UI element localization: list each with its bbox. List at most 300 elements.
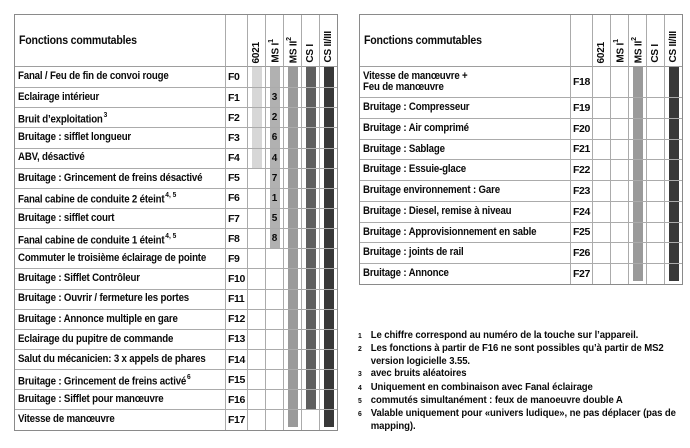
availability-bar-msii	[628, 159, 646, 180]
footnote	[358, 367, 687, 380]
availability-bar-csii	[664, 263, 682, 284]
table-title-cell	[15, 15, 225, 67]
footnote-text: Valable uniquement pour «univers ludique», ne pas déplacer (pas de mapping).	[370, 407, 676, 432]
function-label: Bruitage : Diesel, remise à niveau	[363, 204, 512, 217]
function-code: F26	[573, 247, 590, 260]
availability-bar-csi	[301, 389, 319, 409]
availability-bar-msi	[265, 107, 283, 127]
function-label: Bruitage : sifflet court	[18, 211, 115, 224]
function-label: Commuter le troisième éclairage de pointe	[18, 252, 207, 265]
function-label-cell	[360, 118, 570, 139]
footnote-text: Les fonctions à partir de F16 ne sont possibles qu’à partir de MS2 version logicielle 3.55.	[370, 342, 664, 367]
availability-bar-csi	[301, 369, 319, 389]
column-header-msii	[283, 15, 301, 67]
function-code: F24	[573, 205, 590, 218]
column-header-label: MS $II^2$	[285, 36, 300, 63]
function-label: Bruitage : Sifflet pour manœuvre	[18, 393, 164, 406]
availability-cell-6021	[247, 168, 265, 188]
availability-cell-msi	[265, 329, 283, 349]
availability-bar-msii	[628, 139, 646, 160]
availability-bar-msii	[283, 248, 301, 268]
availability-bar-csi	[301, 289, 319, 309]
function-label: Bruitage : Grincement de freins désactivé	[18, 171, 203, 184]
availability-cell-msi	[265, 369, 283, 389]
availability-bar-msi	[265, 148, 283, 168]
function-code-cell	[570, 118, 592, 139]
availability-cell-msi	[265, 248, 283, 268]
availability-bar-csii	[664, 242, 682, 263]
function-label-cell	[360, 67, 570, 97]
availability-cell-6021	[247, 289, 265, 309]
function-code-cell	[570, 263, 592, 284]
footnote-text: commutés simultanément : feux de manoeuvre double A	[370, 394, 623, 407]
availability-bar-msii	[283, 349, 301, 369]
availability-bar-6021	[247, 107, 265, 127]
availability-bar-msii	[283, 409, 301, 429]
footnote	[358, 394, 687, 407]
availability-bar-csii	[664, 159, 682, 180]
footnote	[358, 342, 687, 367]
function-label: Fanal / Feu de fin de convoi rouge	[18, 70, 169, 83]
column-header-label: MS $I^1$	[267, 39, 282, 63]
availability-cell-csi	[646, 222, 664, 243]
function-code-cell	[225, 289, 247, 309]
function-code-cell	[225, 309, 247, 329]
availability-cell-msi	[265, 389, 283, 409]
availability-bar-msii	[283, 107, 301, 127]
availability-cell-msi	[610, 201, 628, 222]
availability-bar-csii	[319, 289, 337, 309]
table-title: Fonctions commutables	[19, 34, 137, 47]
function-label-cell	[360, 97, 570, 118]
function-code: F1	[228, 91, 240, 104]
availability-bar-csii	[319, 208, 337, 228]
availability-bar-msii	[283, 208, 301, 228]
function-code-cell	[225, 188, 247, 208]
availability-bar-csi	[301, 127, 319, 147]
availability-bar-msii	[283, 289, 301, 309]
availability-cell-msi	[610, 180, 628, 201]
column-header-label: MS $I^1$	[612, 39, 627, 63]
function-code: F0	[228, 71, 240, 84]
footnotes	[358, 329, 687, 432]
table-title-cell	[360, 15, 570, 67]
function-label: ABV, désactivé	[18, 151, 85, 164]
availability-bar-msii	[283, 268, 301, 288]
availability-cell-csi	[301, 409, 319, 429]
availability-cell-csi	[646, 263, 664, 284]
msi-key-number: 4	[271, 152, 278, 164]
availability-cell-msi	[610, 222, 628, 243]
function-label-cell	[15, 409, 225, 429]
availability-bar-csi	[301, 208, 319, 228]
availability-bar-csii	[319, 228, 337, 248]
column-header-label: CS II/III	[322, 31, 334, 63]
footnote	[358, 407, 687, 432]
function-label: Bruitage environnement : Gare	[363, 184, 500, 197]
function-code-cell	[225, 87, 247, 107]
availability-bar-msii	[283, 67, 301, 87]
column-header-label: 6021	[595, 41, 607, 63]
availability-bar-msii	[283, 369, 301, 389]
function-label: Bruitage : Annonce multiple en gare	[18, 312, 178, 325]
function-label-cell	[360, 242, 570, 263]
availability-cell-msi	[265, 309, 283, 329]
fcode-header-cell	[570, 15, 592, 67]
function-label-cell	[15, 87, 225, 107]
function-code-cell	[570, 222, 592, 243]
availability-bar-msii	[628, 222, 646, 243]
function-code: F9	[228, 252, 240, 265]
availability-bar-csi	[301, 188, 319, 208]
availability-cell-6021	[247, 188, 265, 208]
function-code-cell	[225, 228, 247, 248]
availability-cell-6021	[592, 139, 610, 160]
function-label-cell	[15, 107, 225, 127]
function-code: F10	[228, 272, 245, 285]
msi-key-number: 8	[271, 233, 278, 245]
function-label: Bruitage : sifflet longueur	[18, 131, 132, 144]
function-code-cell	[570, 242, 592, 263]
availability-bar-csii	[319, 268, 337, 288]
availability-cell-6021	[592, 222, 610, 243]
function-label-cell	[15, 188, 225, 208]
availability-cell-msi	[610, 67, 628, 97]
function-label-cell	[15, 349, 225, 369]
availability-bar-csi	[301, 228, 319, 248]
column-header-label: CS II/III	[667, 31, 679, 63]
availability-bar-csii	[319, 248, 337, 268]
function-code: F13	[228, 333, 245, 346]
function-label-cell	[360, 180, 570, 201]
function-label: Salut du mécanicien: 3 x appels de phares	[18, 352, 206, 365]
availability-cell-6021	[592, 180, 610, 201]
function-label-cell	[15, 309, 225, 329]
availability-cell-6021	[247, 309, 265, 329]
availability-cell-msi	[265, 289, 283, 309]
function-code: F15	[228, 373, 245, 386]
availability-cell-6021	[592, 201, 610, 222]
footnote	[358, 329, 687, 342]
availability-bar-csii	[319, 67, 337, 87]
column-header-csi	[646, 15, 664, 67]
msi-key-number: 7	[271, 172, 278, 184]
function-code-cell	[225, 248, 247, 268]
availability-bar-msi	[265, 228, 283, 248]
footnote-number: 1	[358, 331, 362, 340]
availability-bar-msii	[628, 118, 646, 139]
function-label: Eclairage du pupitre de commande	[18, 332, 174, 345]
function-label: Bruitage : Annonce	[363, 267, 449, 280]
function-label-cell	[15, 389, 225, 409]
footnote-text: Le chiffre correspond au numéro de la touche sur l’appareil.	[370, 329, 639, 341]
availability-bar-csi	[301, 87, 319, 107]
function-label: Vitesse de manœuvre + Feu de manœuvre	[363, 69, 468, 93]
function-code: F19	[573, 101, 590, 114]
availability-bar-csii	[319, 349, 337, 369]
availability-bar-csii	[664, 222, 682, 243]
footnote-number: 6	[358, 409, 362, 419]
availability-cell-msi	[610, 139, 628, 160]
availability-bar-msi	[265, 87, 283, 107]
availability-cell-msi	[265, 268, 283, 288]
table-title: Fonctions commutables	[364, 34, 482, 47]
function-code-cell	[570, 139, 592, 160]
availability-cell-msi	[610, 263, 628, 284]
function-label: Eclairage intérieur	[18, 90, 100, 103]
function-code-cell	[570, 201, 592, 222]
availability-cell-csi	[646, 139, 664, 160]
function-code: F5	[228, 172, 240, 185]
availability-cell-6021	[247, 228, 265, 248]
availability-bar-csii	[319, 107, 337, 127]
availability-bar-6021	[247, 148, 265, 168]
availability-bar-msii	[628, 67, 646, 97]
function-code: F21	[573, 143, 590, 156]
function-label-cell	[360, 159, 570, 180]
function-label: Fanal cabine de conduite 1 éteint$^{4, 5}$	[18, 230, 177, 247]
availability-cell-6021	[247, 409, 265, 429]
function-label: Bruitage : Approvisionnement en sable	[363, 225, 537, 238]
column-header-label: 6021	[250, 41, 262, 63]
function-label: Bruit d’exploitation$^3$	[18, 109, 108, 126]
availability-bar-csii	[319, 148, 337, 168]
availability-cell-csi	[646, 201, 664, 222]
function-code: F11	[228, 293, 245, 306]
footnote-text: Uniquement en combinaison avec Fanal éclairage	[370, 380, 593, 393]
availability-bar-msii	[283, 309, 301, 329]
function-label-cell	[15, 67, 225, 87]
availability-bar-csi	[301, 248, 319, 268]
function-code: F8	[228, 232, 240, 245]
availability-bar-6021	[247, 87, 265, 107]
availability-bar-msii	[283, 148, 301, 168]
availability-cell-6021	[247, 349, 265, 369]
availability-bar-csi	[301, 309, 319, 329]
function-label: Fanal cabine de conduite 2 éteint$^{4, 5}$	[18, 190, 177, 206]
function-label: Bruitage : Grincement de freins activé$^6$	[18, 371, 191, 388]
availability-bar-msii	[283, 87, 301, 107]
function-label-cell	[360, 201, 570, 222]
function-code: F20	[573, 122, 590, 135]
msi-key-number: 5	[271, 213, 278, 225]
availability-bar-csii	[319, 329, 337, 349]
function-code: F4	[228, 152, 240, 165]
availability-bar-csi	[301, 329, 319, 349]
function-code-cell	[570, 180, 592, 201]
column-header-label: MS $II^2$	[630, 36, 645, 63]
availability-cell-6021	[592, 263, 610, 284]
function-label-cell	[360, 222, 570, 243]
availability-cell-6021	[592, 97, 610, 118]
function-label: Bruitage : Sablage	[363, 142, 445, 155]
availability-cell-6021	[247, 268, 265, 288]
availability-cell-6021	[592, 118, 610, 139]
availability-cell-csi	[646, 159, 664, 180]
column-header-msi	[610, 15, 628, 67]
availability-bar-msii	[628, 263, 646, 284]
function-code-cell	[225, 268, 247, 288]
availability-cell-6021	[247, 369, 265, 389]
availability-bar-csii	[319, 409, 337, 429]
left-function-table	[14, 14, 338, 431]
function-label: Bruitage : Sifflet Contrôleur	[18, 272, 140, 285]
function-code-cell	[225, 329, 247, 349]
function-code: F12	[228, 313, 245, 326]
function-label-cell	[15, 289, 225, 309]
fcode-header-cell	[225, 15, 247, 67]
availability-bar-msii	[283, 329, 301, 349]
availability-cell-csi	[646, 97, 664, 118]
availability-bar-csii	[319, 127, 337, 147]
right-function-table	[359, 14, 683, 285]
function-code-cell	[570, 67, 592, 97]
availability-cell-msi	[265, 349, 283, 369]
availability-cell-csi	[646, 118, 664, 139]
availability-bar-msii	[628, 97, 646, 118]
function-label-cell	[15, 268, 225, 288]
footnote-number: 5	[358, 396, 362, 406]
function-code: F25	[573, 226, 590, 239]
availability-bar-msii	[283, 389, 301, 409]
function-code-cell	[225, 168, 247, 188]
availability-bar-6021	[247, 127, 265, 147]
function-label-cell	[15, 248, 225, 268]
function-code-cell	[225, 409, 247, 429]
availability-bar-csii	[319, 168, 337, 188]
availability-bar-msii	[283, 228, 301, 248]
availability-bar-csi	[301, 107, 319, 127]
function-code: F27	[573, 268, 590, 280]
availability-bar-csii	[319, 389, 337, 409]
availability-cell-csi	[646, 67, 664, 97]
availability-cell-6021	[247, 389, 265, 409]
function-label: Bruitage : Essuie-glace	[363, 163, 467, 176]
msi-key-number: 6	[271, 132, 278, 144]
footnote-number: 2	[358, 344, 362, 354]
function-code-cell	[225, 67, 247, 87]
function-code-cell	[225, 148, 247, 168]
availability-bar-csii	[319, 369, 337, 389]
function-label: Bruitage : joints de rail	[363, 246, 464, 259]
availability-cell-6021	[592, 242, 610, 263]
availability-bar-msii	[283, 168, 301, 188]
availability-bar-csi	[301, 148, 319, 168]
availability-bar-msii	[628, 201, 646, 222]
function-label-cell	[15, 168, 225, 188]
function-code-cell	[225, 349, 247, 369]
availability-cell-6021	[592, 67, 610, 97]
availability-bar-6021	[247, 67, 265, 87]
function-label: Bruitage : Compresseur	[363, 101, 470, 114]
column-header-6021	[592, 15, 610, 67]
availability-bar-csii	[664, 118, 682, 139]
column-header-label: CS I	[304, 44, 316, 63]
function-label-cell	[15, 127, 225, 147]
availability-cell-6021	[247, 248, 265, 268]
column-header-label: CS I	[649, 44, 661, 63]
availability-bar-msii	[283, 127, 301, 147]
function-code-cell	[225, 369, 247, 389]
function-code: F18	[573, 76, 590, 88]
function-label-cell	[360, 263, 570, 284]
availability-bar-csii	[319, 87, 337, 107]
function-label-cell	[15, 208, 225, 228]
function-code: F16	[228, 393, 245, 406]
availability-bar-msi	[265, 188, 283, 208]
availability-bar-msi	[265, 67, 283, 87]
availability-bar-csii	[319, 188, 337, 208]
function-label: Bruitage : Air comprimé	[363, 121, 469, 134]
function-code: F14	[228, 353, 245, 366]
column-header-csii	[319, 15, 337, 67]
availability-bar-msi	[265, 168, 283, 188]
column-header-msi	[265, 15, 283, 67]
function-label-cell	[15, 228, 225, 248]
availability-cell-csi	[646, 180, 664, 201]
footnote	[358, 381, 687, 394]
availability-bar-csi	[301, 67, 319, 87]
msi-key-number: 3	[271, 92, 278, 104]
function-label-cell	[15, 329, 225, 349]
availability-bar-csii	[664, 180, 682, 201]
function-code: F22	[573, 164, 590, 177]
msi-key-number: 2	[271, 112, 278, 124]
availability-cell-msi	[610, 242, 628, 263]
function-code-cell	[225, 208, 247, 228]
availability-bar-msi	[265, 208, 283, 228]
availability-cell-6021	[247, 329, 265, 349]
function-label: Bruitage : Ouvrir / fermeture les portes	[18, 292, 190, 305]
function-code-cell	[570, 159, 592, 180]
availability-cell-csi	[646, 242, 664, 263]
availability-bar-csii	[664, 67, 682, 97]
availability-bar-csi	[301, 349, 319, 369]
availability-cell-msi	[610, 97, 628, 118]
function-code-cell	[225, 127, 247, 147]
availability-cell-msi	[265, 409, 283, 429]
footnote-number: 3	[358, 369, 362, 379]
availability-bar-csii	[664, 201, 682, 222]
function-label-cell	[15, 148, 225, 168]
column-header-csi	[301, 15, 319, 67]
column-header-msii	[628, 15, 646, 67]
function-code: F6	[228, 192, 240, 205]
function-code-cell	[225, 389, 247, 409]
function-code-cell	[570, 97, 592, 118]
function-code: F23	[573, 184, 590, 197]
availability-bar-msii	[628, 242, 646, 263]
function-code: F17	[228, 413, 245, 426]
availability-cell-6021	[592, 159, 610, 180]
footnote-number: 4	[358, 382, 362, 392]
function-code: F3	[228, 131, 240, 144]
function-label: Vitesse de manœuvre	[18, 413, 115, 426]
function-label-cell	[360, 139, 570, 160]
function-label-cell	[15, 369, 225, 389]
availability-cell-msi	[610, 118, 628, 139]
availability-bar-msi	[265, 127, 283, 147]
column-header-csii	[664, 15, 682, 67]
footnote-text: avec bruits aléatoires	[370, 367, 467, 380]
availability-bar-csi	[301, 168, 319, 188]
availability-bar-csii	[664, 97, 682, 118]
availability-bar-msii	[628, 180, 646, 201]
function-code: F2	[228, 111, 240, 124]
availability-bar-msii	[283, 188, 301, 208]
availability-bar-csii	[664, 139, 682, 160]
availability-cell-6021	[247, 208, 265, 228]
